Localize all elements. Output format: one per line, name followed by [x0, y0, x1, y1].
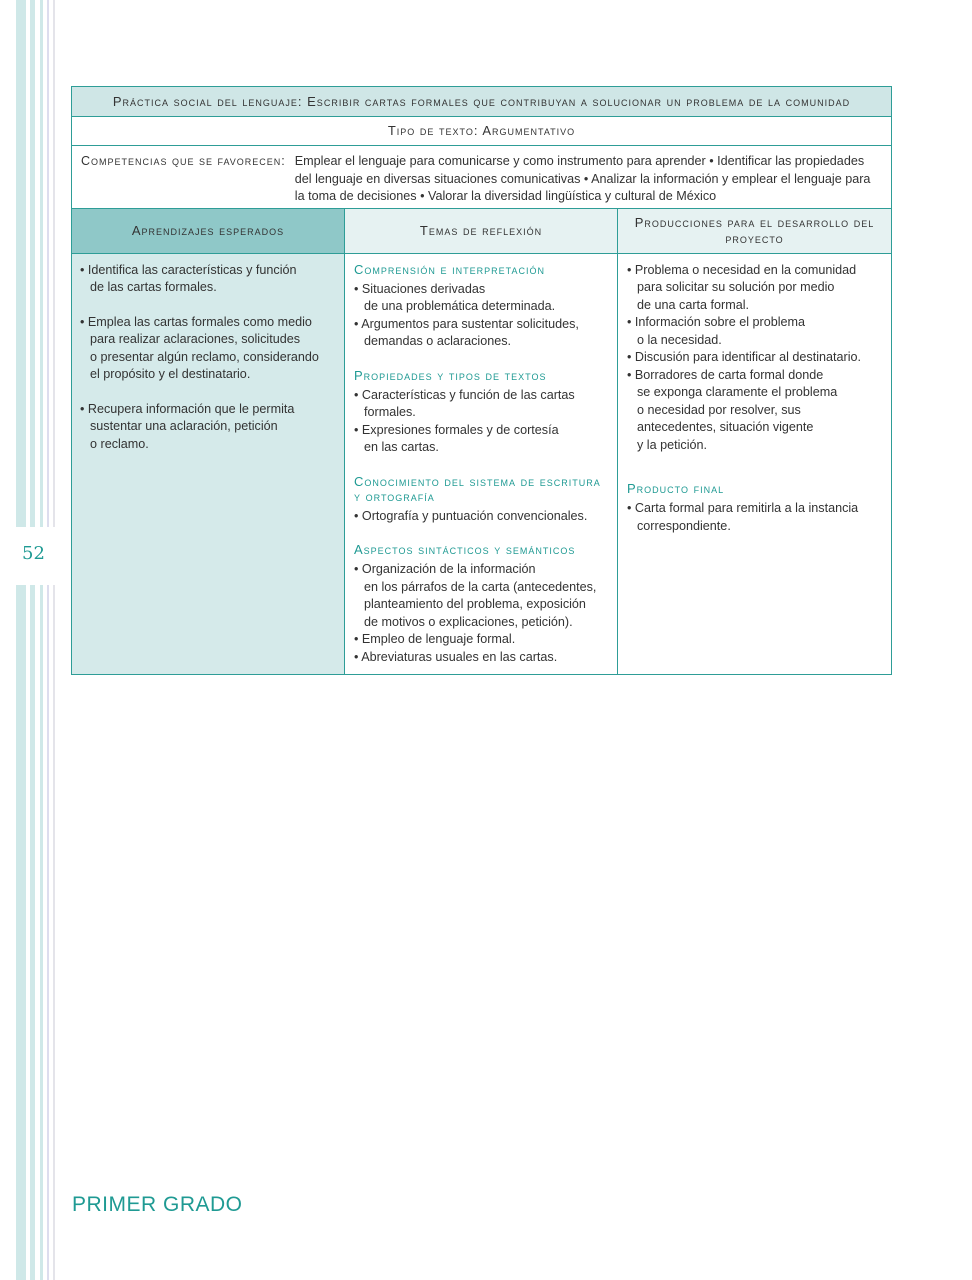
aprendizajes-cell: [72, 253, 345, 675]
section-title: Propiedades y tipos de textos: [354, 367, 547, 383]
section-title: Producto final: [627, 481, 725, 496]
competencias-text: Emplear el lenguaje para comunicarse y como instrumento para aprender • Identificar las propiedades del lenguaje en diversas situaciones comunicativas • Analizar la información y emplear el lenguaje para la toma de decisiones • Valorar la diversidad lingüística y cultural de México: [294, 154, 871, 203]
practica-social: Práctica social del lenguaje: Escribir cartas formales que contribuyan a solucionar un problema de la comunidad: [72, 87, 892, 117]
column-header-aprendizajes: Aprendizajes esperados: [72, 208, 345, 253]
list-item: • Información sobre el problema o la necesidad.: [627, 315, 806, 347]
list-item: • Problema o necesidad en la comunidad para solicitar su solución por medio de una carta formal.: [627, 262, 857, 312]
list-item: • Características y función de las cartas formales.: [354, 387, 575, 419]
list-item: • Abreviaturas usuales en las cartas.: [354, 649, 558, 664]
list-item: • Discusión para identificar al destinatario.: [627, 350, 862, 364]
list-item: • Identifica las características y función de las cartas formales.: [80, 262, 297, 294]
page-number: 52: [22, 543, 45, 564]
list-item: • Borradores de carta formal donde se exponga claramente el problema o necesidad por resolver, sus antecedentes, situación vigente y la petición.: [627, 367, 838, 452]
list-item: • Organización de la información en los párrafos de la carta (antecedentes, planteamiento del problema, exposición de motivos o explicaciones, petición).: [354, 562, 597, 629]
grade-footer: PRIMER GRADO: [72, 1193, 243, 1216]
tipo-de-texto: Tipo de texto: Argumentativo: [72, 117, 892, 146]
list-item: • Argumentos para sustentar solicitudes, demandas o aclaraciones.: [354, 316, 579, 348]
section-title: Comprensión e interpretación: [354, 261, 545, 277]
column-header-temas: Temas de reflexión: [345, 208, 618, 253]
temas-cell: [345, 253, 618, 675]
list-item: • Recupera información que le permita sustentar una aclaración, petición o reclamo.: [80, 401, 295, 451]
program-table: [71, 86, 892, 675]
list-item: • Situaciones derivadas de una problemática determinada.: [354, 281, 556, 313]
list-item: • Ortografía y puntuación convencionales.: [354, 508, 588, 523]
producciones-cell: [618, 253, 892, 675]
column-header-producciones: Producciones para el desarrollo del proyecto: [618, 208, 892, 253]
list-item: • Carta formal para remitirla a la instancia correspondiente.: [627, 501, 859, 533]
competencias-label: Competencias que se favorecen:: [81, 154, 286, 168]
section-title: Conocimiento del sistema de escritura y ortografía: [354, 473, 601, 504]
competencias: [81, 153, 883, 206]
list-item: • Emplea las cartas formales como medio para realizar aclaraciones, solicitudes o presentar algún reclamo, considerando el propósito y el destinatario.: [80, 314, 319, 381]
list-item: • Empleo de lenguaje formal.: [354, 632, 516, 646]
section-title: Aspectos sintácticos y semánticos: [354, 542, 576, 557]
list-item: • Expresiones formales y de cortesía en las cartas.: [354, 422, 559, 454]
